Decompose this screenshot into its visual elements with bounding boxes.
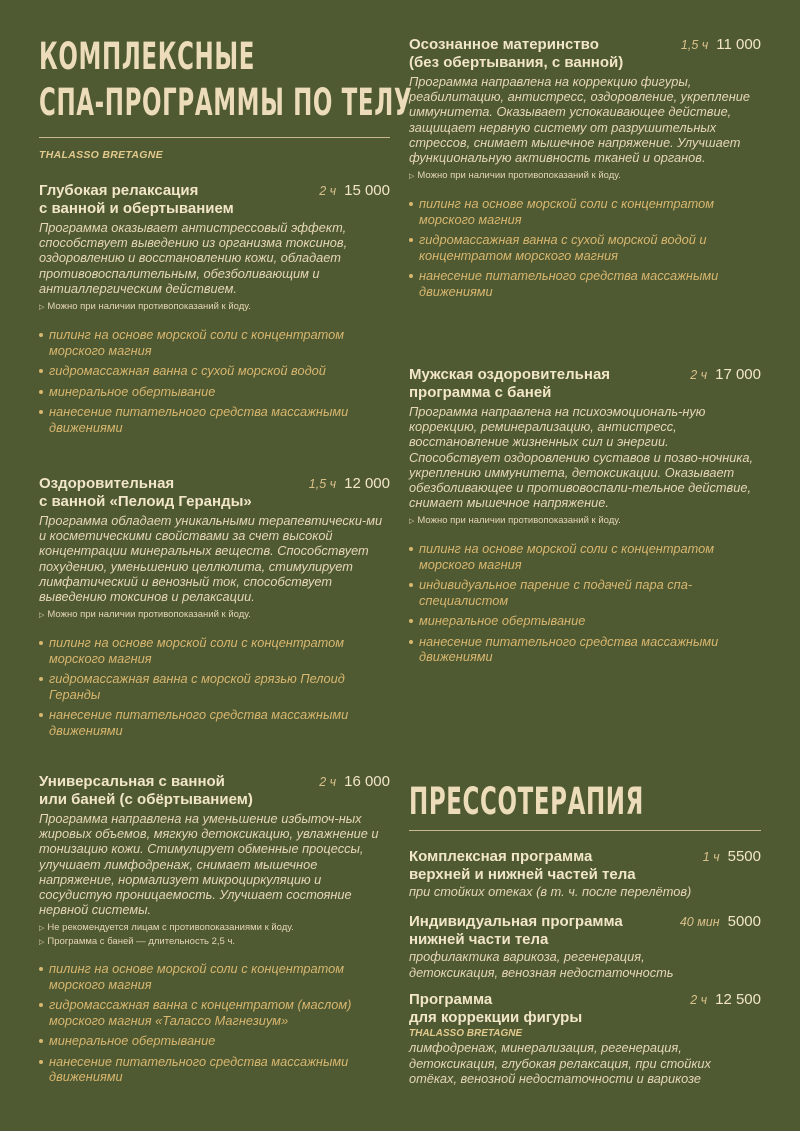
program-duration: 1,5 ч	[680, 38, 709, 52]
program-steps	[39, 327, 390, 435]
bullet-icon	[39, 410, 43, 414]
step-text: пилинг на основе морской соли с концентратом морского магния	[49, 961, 345, 992]
bullet-icon	[39, 390, 43, 394]
bullet-icon	[39, 1039, 43, 1043]
bullet-icon	[409, 583, 413, 587]
step-text: нанесение питательного средства массажными движениями	[49, 1053, 349, 1085]
program-name-line-2: или баней (с обёртыванием)	[39, 791, 253, 808]
press-name-line-1: Комплексная программа	[409, 848, 593, 865]
step-text: индивидуальное парение с подачей пара спа-специалистом	[419, 577, 693, 608]
program-description: Программа направлена на коррекцию фигуры, реабилитацию, антистресс, оздоровление, укрепление иммунитета. Оказывает успокаивающее действие, защищает нервную систему от разрушительных стрессов, снимает мышечное напряжение. Улучшает функциональную активность тканей и органов.	[409, 74, 751, 166]
step-text: минеральное обертывание	[49, 383, 216, 399]
list-item	[409, 634, 761, 665]
program-price: 16 000	[344, 773, 390, 790]
program-steps	[409, 541, 761, 665]
program-name-line-1: Универсальная с ванной	[39, 773, 225, 790]
list-item	[39, 384, 390, 400]
triangle-bullet-icon: ▷	[39, 925, 45, 933]
section-title-pressotherapy	[409, 780, 788, 829]
title-divider	[39, 137, 390, 138]
list-item	[39, 363, 390, 379]
program-description: Программа направлена на уменьшение избыточ-ных жировых объемов, мягкую детоксикацию, увлажнение и тонизацию кожи. Стимулирует обменные процессы, улучшает лимфодренаж, снимает мышечное напряжение, нормализует микроциркуляцию и сосудистую проницаемость. Улучшает состояние нервной системы.	[39, 811, 379, 918]
program-name-line-2: (без обертывания, с ванной)	[409, 54, 624, 71]
program-note-text: Программа с баней — длительность 2,5 ч.	[47, 936, 236, 948]
step-text: минеральное обертывание	[419, 613, 586, 629]
list-item	[39, 1054, 390, 1085]
program-note	[409, 514, 761, 529]
step-text: гидромассажная ванна с морской грязью Пелоид Геранды	[49, 671, 345, 702]
press-description: профилактика варикоза, регенерация, детоксикация, венозная недостаточность	[409, 949, 674, 980]
press-duration: 40 мин	[679, 915, 720, 929]
page-title-line-2: СПА-ПРОГРАММЫ ПО ТЕЛУ	[39, 81, 413, 124]
program-card	[409, 366, 761, 670]
program-note-line	[39, 935, 390, 949]
press-name-line-1: Программа	[409, 991, 493, 1008]
program-description: Программа направлена на психоэмоциональ-ную коррекцию, реминерализацию, антистресс, восстановление жизненных сил и энергии. Способствует оздоровлению суставов и позво-ночника, укреплению иммунитета, детоксикации. Оказывает обезболивающее и противовоспали-тельное действие, снимает мышечное напряжение.	[409, 404, 754, 511]
press-description: лимфодренаж, минерализация, регенерация, детоксикация, глубокая релаксация, при стойких отёках, венозной недостаточности и варикозе	[409, 1040, 711, 1086]
program-meta	[319, 182, 390, 200]
program-note	[39, 921, 390, 949]
step-text: нанесение питательного средства массажными движениями	[419, 633, 719, 665]
step-text: пилинг на основе морской соли с концентратом морского магния	[419, 541, 715, 572]
press-price: 5000	[727, 913, 761, 930]
program-steps	[39, 961, 390, 1085]
list-item	[409, 196, 761, 227]
program-note	[39, 608, 390, 623]
bullet-icon	[409, 640, 413, 644]
triangle-bullet-icon: ▷	[39, 612, 45, 620]
press-name-line-1: Индивидуальная программа	[409, 913, 623, 930]
program-note	[39, 300, 390, 315]
section-title-text: ПРЕССОТЕРАПИЯ	[409, 780, 644, 823]
step-text: нанесение питательного средства массажными движениями	[49, 707, 349, 738]
press-price: 5500	[727, 848, 761, 865]
program-header	[39, 182, 390, 218]
press-header	[409, 913, 761, 949]
step-text: гидромассажная ванна с сухой морской водой	[49, 363, 326, 379]
bullet-icon	[39, 967, 43, 971]
program-card	[39, 182, 390, 440]
triangle-bullet-icon: ▷	[409, 173, 415, 181]
step-text: гидромассажная ванна с концентратом (маслом) морского магния «Талассо Магнезиум»	[49, 997, 352, 1028]
program-note	[409, 169, 761, 184]
press-description: при стойких отеках (в т. ч. после перелётов)	[409, 884, 692, 899]
bullet-icon	[39, 677, 43, 681]
brand-label: THALASSO BRETAGNE	[39, 149, 163, 161]
program-card	[409, 36, 761, 304]
press-duration: 1 ч	[702, 850, 720, 864]
press-item	[409, 991, 761, 1087]
press-duration: 2 ч	[690, 993, 708, 1007]
program-price: 12 000	[344, 475, 390, 492]
press-name-line-2: нижней части тела	[409, 931, 549, 948]
list-item	[409, 268, 761, 299]
step-text: минеральное обертывание	[49, 1033, 216, 1049]
program-name-line-2: с ванной и обертыванием	[39, 200, 234, 217]
program-price: 17 000	[715, 366, 761, 383]
list-item	[409, 577, 761, 608]
press-meta	[690, 991, 761, 1009]
press-item	[409, 913, 761, 980]
bullet-icon	[39, 641, 43, 645]
program-duration: 2 ч	[690, 368, 708, 382]
program-price: 15 000	[344, 182, 390, 199]
list-item	[409, 541, 761, 572]
program-description: Программа обладает уникальными терапевтически-ми и косметическими свойствами за счет высокой концентрации минеральных веществ. Способствует похудению, уменьшению целлюлита, стимулирует лимфатический и венозный ток, способствует выведению токсинов и релаксации.	[39, 513, 383, 605]
bullet-icon	[409, 238, 413, 242]
triangle-bullet-icon: ▷	[39, 939, 45, 947]
program-name-line-2: программа с баней	[409, 384, 552, 401]
list-item	[39, 707, 390, 738]
list-item	[409, 232, 761, 263]
press-item	[409, 848, 761, 900]
bullet-icon	[409, 547, 413, 551]
bullet-icon	[409, 619, 413, 623]
program-name-line-1: Глубокая релаксация	[39, 182, 199, 199]
bullet-icon	[39, 713, 43, 717]
program-meta	[309, 475, 390, 493]
step-text: пилинг на основе морской соли с концентратом морского магния	[49, 327, 345, 358]
list-item	[39, 997, 390, 1028]
bullet-icon	[39, 1003, 43, 1007]
program-name-line-2: с ванной «Пелоид Геранды»	[39, 493, 252, 510]
press-price: 12 500	[715, 991, 761, 1008]
page-title-line-1: КОМПЛЕКСНЫЕ	[39, 35, 256, 78]
program-duration: 2 ч	[319, 775, 337, 789]
step-text: гидромассажная ванна с сухой морской водой и концентратом морского магния	[419, 232, 707, 263]
program-meta	[681, 36, 761, 54]
program-description: Программа оказывает антистрессовый эффект, способствует выведению из организма токсинов, оздоровлению и восстановлению кожи, обладает противовоспалительным, обезболивающим и антиаллергическим действием.	[39, 220, 348, 296]
program-header	[409, 366, 761, 402]
list-item	[39, 961, 390, 992]
step-text: пилинг на основе морской соли с концентратом морского магния	[49, 635, 345, 666]
step-text: нанесение питательного средства массажными движениями	[419, 268, 719, 299]
program-note-text: Можно при наличии противопоказаний к йоду.	[417, 515, 621, 527]
program-name-line-1: Оздоровительная	[39, 475, 175, 492]
list-item	[39, 404, 390, 435]
press-brand-label: THALASSO BRETAGNE	[409, 1028, 523, 1039]
program-header	[39, 475, 390, 511]
step-text: пилинг на основе морской соли с концентратом морского магния	[419, 196, 715, 227]
section-divider	[409, 830, 761, 831]
program-note-text: Можно при наличии противопоказаний к йоду.	[47, 301, 251, 313]
bullet-icon	[409, 202, 413, 206]
list-item	[39, 1033, 390, 1049]
program-steps	[39, 635, 390, 738]
program-card	[39, 773, 390, 1090]
program-note-text: Можно при наличии противопоказаний к йоду.	[417, 170, 621, 182]
program-card	[39, 475, 390, 743]
program-meta	[690, 366, 761, 384]
program-duration: 2 ч	[319, 184, 337, 198]
program-name-line-1: Осознанное материнство	[409, 36, 599, 53]
program-note-text: Можно при наличии противопоказаний к йоду.	[47, 609, 251, 621]
list-item	[409, 613, 761, 629]
bullet-icon	[39, 1060, 43, 1064]
step-text: нанесение питательного средства массажными движениями	[49, 404, 349, 435]
program-header	[409, 36, 761, 72]
program-note-text: Не рекомендуется лицам с противопоказаниями к йоду.	[47, 922, 294, 934]
list-item	[39, 635, 390, 666]
program-header	[39, 773, 390, 809]
list-item	[39, 671, 390, 702]
press-meta	[703, 848, 761, 866]
page-title	[39, 35, 413, 130]
press-name-line-2: для коррекции фигуры	[409, 1009, 583, 1026]
list-item	[39, 327, 390, 358]
press-name-line-2: верхней и нижней частей тела	[409, 866, 636, 883]
triangle-bullet-icon: ▷	[409, 518, 415, 526]
program-duration: 1,5 ч	[308, 477, 337, 491]
bullet-icon	[39, 369, 43, 373]
bullet-icon	[409, 274, 413, 278]
press-header	[409, 991, 761, 1027]
program-note-line	[39, 921, 390, 935]
triangle-bullet-icon: ▷	[39, 304, 45, 312]
press-header	[409, 848, 761, 884]
program-price: 11 000	[716, 36, 761, 53]
program-name-line-1: Мужская оздоровительная	[409, 366, 611, 383]
program-steps	[409, 196, 761, 299]
program-meta	[319, 773, 390, 791]
press-meta	[680, 913, 761, 931]
bullet-icon	[39, 333, 43, 337]
